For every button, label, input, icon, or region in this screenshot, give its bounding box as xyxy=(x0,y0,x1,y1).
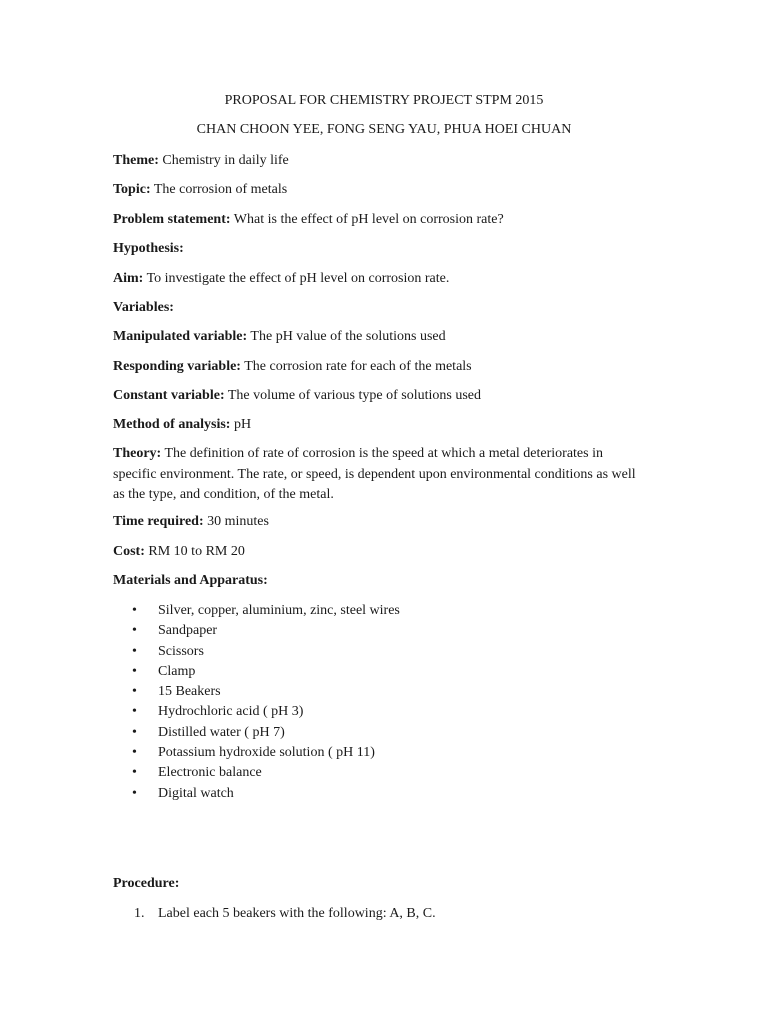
topic-value: The corrosion of metals xyxy=(153,182,288,197)
manipulated-variable-row xyxy=(113,327,653,347)
aim-row xyxy=(113,269,653,289)
variables-row xyxy=(113,298,653,318)
bullet-icon: • xyxy=(132,785,137,801)
topic-label: Topic: xyxy=(113,182,151,197)
bullet-icon: • xyxy=(132,623,137,639)
materials-heading: Materials and Apparatus: xyxy=(113,573,268,588)
bullet-icon: • xyxy=(132,745,137,761)
manipulated-variable-value: The pH value of the solutions used xyxy=(250,329,446,344)
theme-value: Chemistry in daily life xyxy=(162,153,289,168)
responding-variable-label: Responding variable: xyxy=(113,359,241,374)
bullet-icon: • xyxy=(132,643,137,659)
materials-heading-row xyxy=(113,571,653,591)
bullet-icon: • xyxy=(132,663,137,679)
constant-variable-label: Constant variable: xyxy=(113,388,225,403)
bullet-icon: • xyxy=(132,603,137,618)
variables-label: Variables: xyxy=(113,300,174,315)
aim-label: Aim: xyxy=(113,271,144,286)
step-text: Label each 5 beakers with the following: A, B, C. xyxy=(158,906,436,921)
time-required-row xyxy=(113,512,653,532)
hypothesis-row xyxy=(113,239,653,259)
step-number: 1. xyxy=(134,906,145,921)
aim-value: To investigate the effect of pH level on corrosion rate. xyxy=(146,271,450,286)
theory-text: The definition of rate of corrosion is the speed at which a metal deteriorates in specific environment. The rate, or speed, is dependent upon environmental conditions as well as the type, and condition, of the metal. xyxy=(113,446,636,502)
method-of-analysis-value: pH xyxy=(233,417,252,432)
constant-variable-row xyxy=(113,386,653,406)
hypothesis-label: Hypothesis: xyxy=(113,241,184,256)
manipulated-variable-label: Manipulated variable: xyxy=(113,329,248,344)
document-title: PROPOSAL FOR CHEMISTRY PROJECT STPM 2015 xyxy=(224,93,544,108)
method-of-analysis-row xyxy=(113,415,653,435)
theory-label: Theory: xyxy=(113,446,162,461)
theme-label: Theme: xyxy=(113,153,159,168)
problem-statement-row xyxy=(113,210,653,230)
cost-row xyxy=(113,542,653,562)
document-page: PROPOSAL FOR CHEMISTRY PROJECT STPM 2015 CHAN CHOON YEE, FONG SENG YAU, PHUA HOEI CHUAN Theme: Chemistry in daily life Topic: The corrosion of metals Problem statement: What is the effect of pH level on corrosion rate? Hypothesis: Aim: To investigate the effect of pH level on corrosion rate. Variables: Manipulated variable: The pH value of the solutions used Responding variable: The corrosion rate for each of the metals Constant variable: The volume of various type of solutions used Method of analysis: pH Theory: The definition of rate of corrosion is the speed at which a metal deteriorates in specific environment. The rate, or speed, is dependent upon environmental conditions as well as the type, and condition, of the metal. Time required: 30 minutes Cost: RM 10 to RM 20 Materials and Apparatus: • Silver, copper, aluminium, zinc, steel wires • Sandpaper • Scissors • Clamp • 15 Beakers • Hydrochloric acid ( pH 3) • Distilled water ( pH 7) • Potassium hydroxide solution ( pH 11) • Electronic balance • Digital watch Procedure: 1. Label each 5 beakers with the following: A, B, C. xyxy=(0,0,768,1024)
procedure-heading-row xyxy=(113,874,653,894)
bullet-icon: • xyxy=(132,724,137,740)
time-required-value: 30 minutes xyxy=(207,514,269,529)
problem-statement-label: Problem statement: xyxy=(113,212,231,227)
theme-row xyxy=(113,151,653,171)
method-of-analysis-label: Method of analysis: xyxy=(113,417,231,432)
problem-statement-value: What is the effect of pH level on corrosion rate? xyxy=(233,212,504,227)
cost-value: RM 10 to RM 20 xyxy=(148,544,245,559)
responding-variable-value: The corrosion rate for each of the metals xyxy=(244,359,472,374)
bullet-icon: • xyxy=(132,684,137,700)
bullet-icon: • xyxy=(132,765,137,781)
procedure-heading: Procedure: xyxy=(113,876,180,891)
authors-line: CHAN CHOON YEE, FONG SENG YAU, PHUA HOEI CHUAN xyxy=(196,122,572,137)
bullet-icon: • xyxy=(132,704,137,720)
cost-label: Cost: xyxy=(113,544,145,559)
theory-paragraph xyxy=(113,444,648,506)
topic-row xyxy=(113,180,653,200)
responding-variable-row xyxy=(113,357,653,377)
constant-variable-value: The volume of various type of solutions used xyxy=(227,388,482,403)
time-required-label: Time required: xyxy=(113,514,204,529)
